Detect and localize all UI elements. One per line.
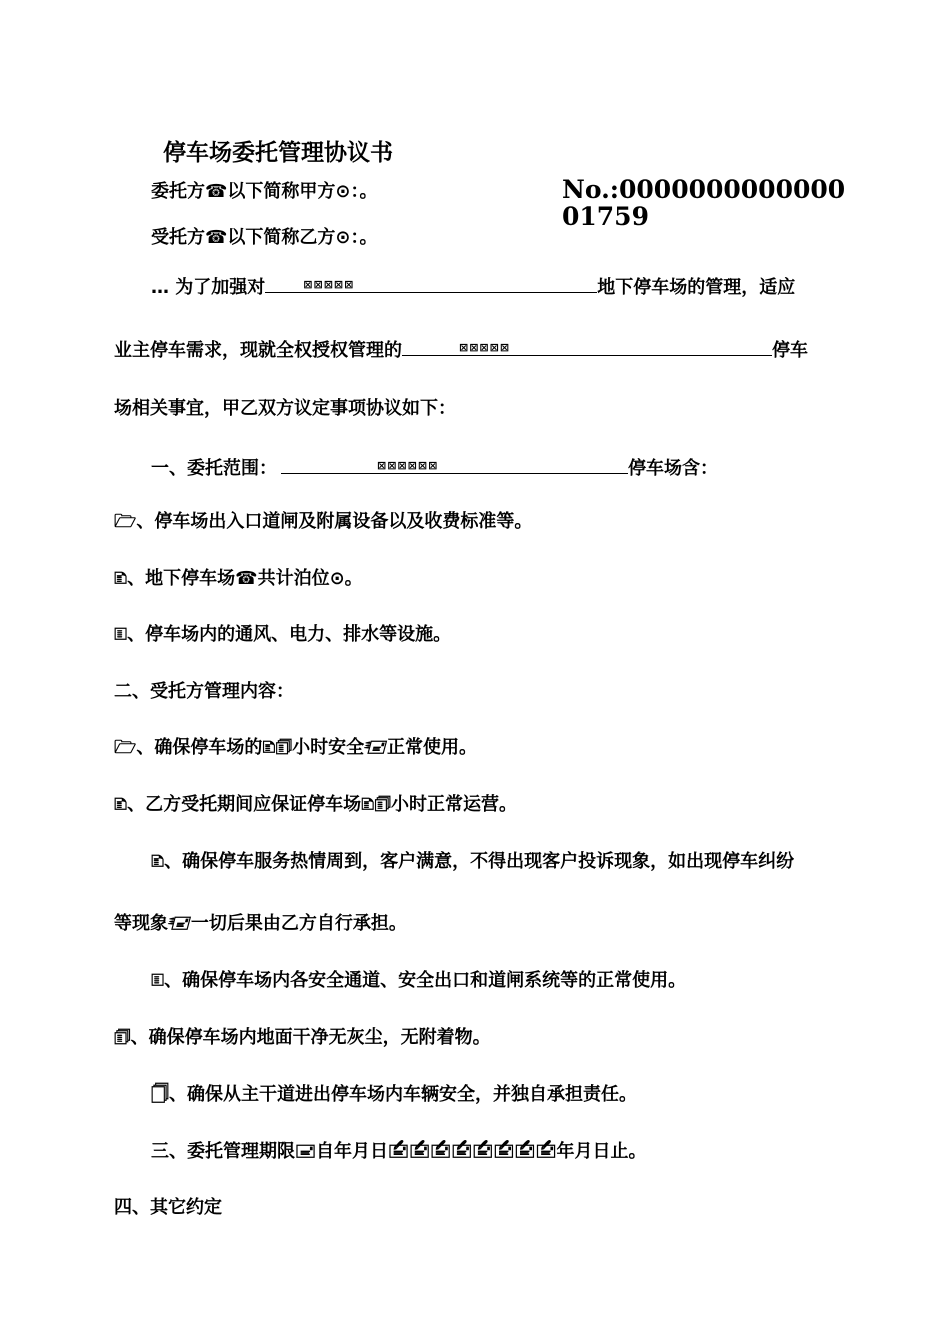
section-2-item-3: 🗈、确保停车服务热情周到，客户满意，不得出现客户投诉现象，如出现停车纠纷 [151,851,795,872]
section-2-item-5: 🗊、确保停车场内地面干净无灰尘，无附着物。 [114,1027,491,1048]
section-2-item-1: 🗁、确保停车场的🗈🗊小时安全🖅正常使用。 [114,737,478,758]
intro-l1-suffix: 地下停车场的管理，适应 [597,277,796,298]
intro-line-1 [151,272,795,300]
section-2-item-6: 🗍、确保从主干道进出停车场内车辆安全，并独自承担责任。 [151,1084,637,1105]
document-title: 停车场委托管理协议书 [163,140,393,166]
section-1-item-3: 🗉、停车场内的通风、电力、排水等设施。 [114,624,452,645]
intro-l1-blank-mark: ⊠⊠⊠⊠⊠ [303,278,355,291]
intro-line-2 [114,335,808,363]
section-2-item-2: 🗈、乙方受托期间应保证停车场🗈🗊小时正常运营。 [114,794,517,815]
intro-l2-blank [402,335,772,356]
section-4-heading: 四、其它约定 [114,1197,222,1218]
intro-l2-prefix: 业主停车需求，现就全权授权管理的 [114,340,402,361]
section-1-item-1: 🗁、停车场出入口道闸及附属设备以及收费标准等。 [114,511,533,532]
section-2-heading: 二、受托方管理内容： [114,681,294,702]
section-2-item-3-cont: 等现象🖅一切后果由乙方自行承担。 [114,913,407,934]
intro-line-3: 场相关事宜，甲乙双方议定事项协议如下： [114,398,456,419]
section-2-item-4: 🗉、确保停车场内各安全通道、安全出口和道闸系统等的正常使用。 [151,970,687,991]
party-a-line: 委托方☎以下简称甲方⊙：。 [151,181,378,202]
document-number: No.:000000000000001759 [562,176,846,228]
intro-l2-blank-mark: ⊠⊠⊠⊠⊠ [459,341,511,354]
section-1-heading [151,453,718,481]
section-1-blank [281,453,628,474]
section-1-blank-mark: ⊠⊠⊠⊠⊠⊠ [377,459,439,472]
intro-l1-prefix: … 为了加强对 [151,277,266,298]
intro-l1-blank [265,272,597,293]
section-1-prefix: 一、委托范围： [151,458,277,479]
section-3-line: 三、委托管理期限🖃自年月日🖆🖆🖆🖆🖆🖆🖆🖆年月日止。 [151,1141,647,1162]
intro-l2-suffix: 停车 [772,340,808,361]
section-1-suffix: 停车场含： [628,458,718,479]
section-1-item-2: 🗈、地下停车场☎共计泊位⊙。 [114,568,363,589]
party-b-line: 受托方☎以下简称乙方⊙：。 [151,227,378,248]
